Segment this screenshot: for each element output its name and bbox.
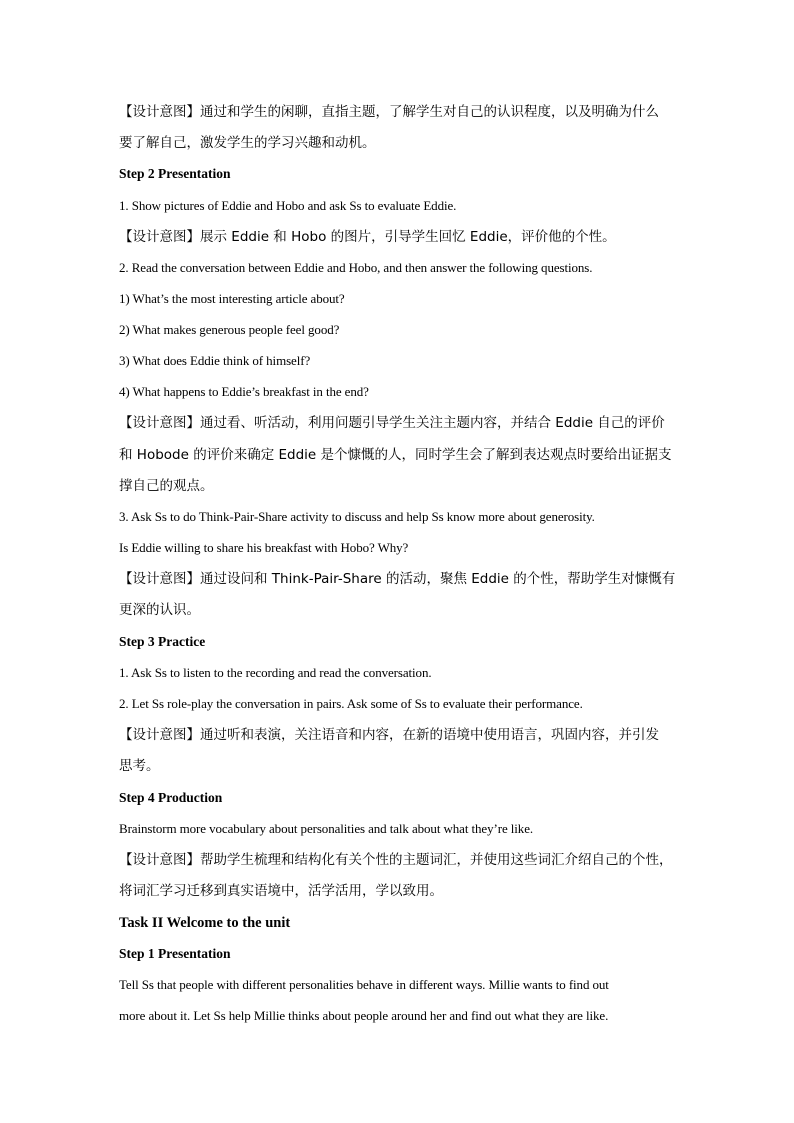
design-intent-paragraph-6-line-2: 将词汇学习迁移到真实语境中，活学活用，学以致用。 bbox=[119, 883, 443, 899]
design-intent-paragraph-3-line-2: 和 Hobode 的评价来确定 Eddie 是个慷慨的人，同时学生会了解到表达观点时要给出证据支 bbox=[119, 447, 672, 463]
step-2-heading: Step 2 Presentation bbox=[119, 166, 231, 181]
step-2-item-3-question: Is Eddie willing to share his breakfast with Hobo? Why? bbox=[119, 540, 409, 555]
task-2-step-1-heading: Step 1 Presentation bbox=[119, 946, 231, 961]
question-3: 3) What does Eddie think of himself? bbox=[119, 353, 311, 368]
step-2-item-1: 1. Show pictures of Eddie and Hobo and ask Ss to evaluate Eddie. bbox=[119, 198, 457, 213]
design-intent-paragraph-3-line-3: 撑自己的观点。 bbox=[119, 478, 214, 494]
design-intent-paragraph-5-line-1: 【设计意图】通过听和表演，关注语音和内容，在新的语境中使用语言，巩固内容，并引发 bbox=[119, 727, 659, 743]
step-4-text: Brainstorm more vocabulary about personalities and talk about what they’re like. bbox=[119, 821, 534, 836]
step-3-item-2: 2. Let Ss role-play the conversation in pairs. Ask some of Ss to evaluate their performance. bbox=[119, 696, 583, 711]
question-4: 4) What happens to Eddie’s breakfast in the end? bbox=[119, 384, 369, 399]
step-4-heading: Step 4 Production bbox=[119, 790, 223, 805]
task-2-step-1-text-line-1: Tell Ss that people with different personalities behave in different ways. Millie wants to find out bbox=[119, 977, 609, 992]
step-3-item-1: 1. Ask Ss to listen to the recording and read the conversation. bbox=[119, 665, 432, 680]
question-2: 2) What makes generous people feel good? bbox=[119, 322, 340, 337]
step-2-item-2: 2. Read the conversation between Eddie and Hobo, and then answer the following questions. bbox=[119, 260, 593, 275]
task-2-heading: Task II Welcome to the unit bbox=[119, 915, 291, 931]
task-2-step-1-text-line-2: more about it. Let Ss help Millie thinks about people around her and find out what they are like. bbox=[119, 1008, 609, 1023]
question-1: 1) What’s the most interesting article about? bbox=[119, 291, 345, 306]
step-3-heading: Step 3 Practice bbox=[119, 634, 206, 649]
design-intent-paragraph-5-line-2: 思考。 bbox=[119, 758, 160, 774]
design-intent-paragraph-6-line-1: 【设计意图】帮助学生梳理和结构化有关个性的主题词汇，并使用这些词汇介绍自己的个性， bbox=[119, 852, 673, 868]
design-intent-paragraph-3-line-1: 【设计意图】通过看、听活动，利用问题引导学生关注主题内容，并结合 Eddie 自己的评价 bbox=[119, 415, 665, 431]
design-intent-paragraph-1-line-1: 【设计意图】通过和学生的闲聊，直指主题，了解学生对自己的认识程度，以及明确为什么 bbox=[119, 104, 659, 120]
step-2-item-3: 3. Ask Ss to do Think-Pair-Share activity to discuss and help Ss know more about generosity. bbox=[119, 509, 595, 524]
design-intent-paragraph-4-line-1: 【设计意图】通过设问和 Think-Pair-Share 的活动，聚焦 Eddie 的个性，帮助学生对慷慨有 bbox=[119, 571, 676, 587]
design-intent-paragraph-4-line-2: 更深的认识。 bbox=[119, 602, 200, 618]
design-intent-paragraph-1-line-2: 要了解自己，激发学生的学习兴趣和动机。 bbox=[119, 135, 376, 151]
design-intent-paragraph-2: 【设计意图】展示 Eddie 和 Hobo 的图片，引导学生回忆 Eddie，评价他的个性。 bbox=[119, 229, 616, 245]
